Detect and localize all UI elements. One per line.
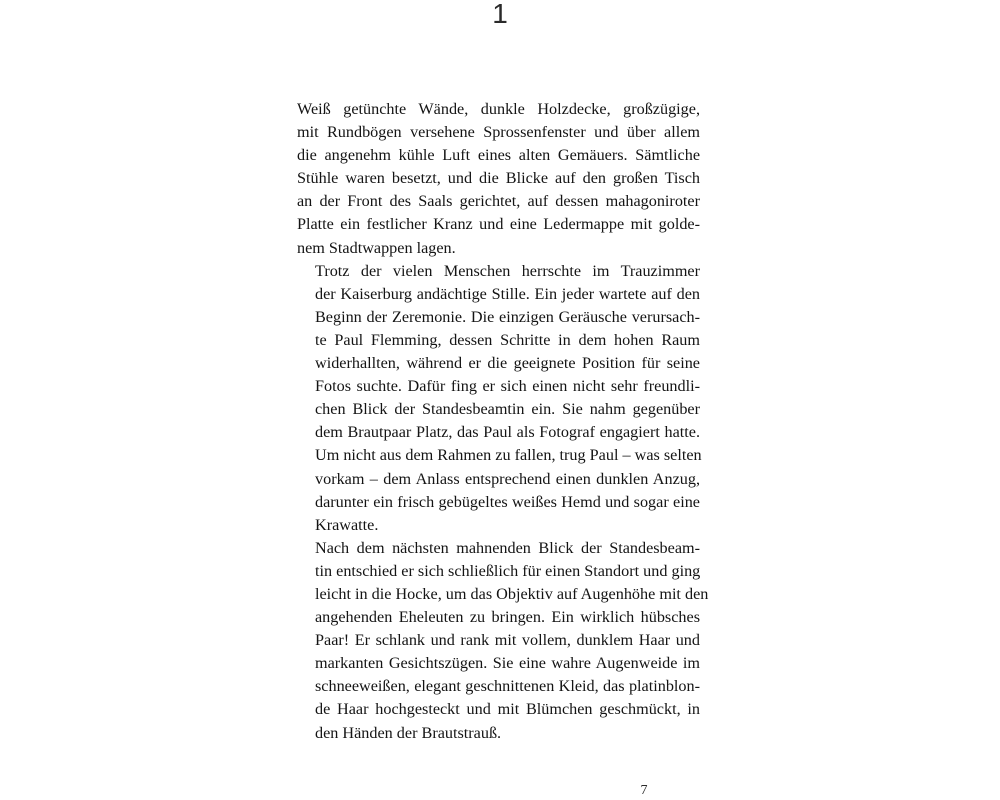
text-line: darunter ein frisch gebügeltes weißes Hemd und sogar eine xyxy=(315,492,700,511)
text-line: te Paul Flemming, dessen Schritte in dem hohen Raum xyxy=(315,330,700,349)
text-line: Krawatte. xyxy=(315,515,379,534)
text-line: Weiß getünchte Wände, dunkle Holzdecke, großzügige, xyxy=(297,100,700,118)
text-line: der Kaiserburg andächtige Stille. Ein jeder wartete auf den xyxy=(315,284,700,303)
chapter-number: 1 xyxy=(492,0,508,29)
body-text xyxy=(297,98,709,745)
text-line: Paar! Er schlank und rank mit vollem, dunklem Haar und xyxy=(315,631,700,650)
paragraph-2 xyxy=(297,260,700,537)
page-number: 7 xyxy=(640,783,648,798)
text-line: Beginn der Zeremonie. Die einzigen Geräusche verursach- xyxy=(315,307,700,326)
text-line: angehenden Eheleuten zu bringen. Ein wirklich hübsches xyxy=(315,608,700,627)
paragraph-1 xyxy=(297,98,700,260)
text-line: markanten Gesichtszügen. Sie eine wahre Augenweide im xyxy=(315,654,700,673)
text-line: Trotz der vielen Menschen herrschte im Trauzimmer xyxy=(315,261,700,280)
text-line: leicht in die Hocke, um das Objektiv auf Augenhöhe mit den xyxy=(315,584,709,603)
text-line: Fotos suchte. Dafür fing er sich einen nicht sehr freundli- xyxy=(315,377,700,396)
text-line: schneeweißen, elegant geschnittenen Kleid, das platinblon- xyxy=(315,677,700,696)
text-line: an der Front des Saals gerichtet, auf dessen mahagoniroter xyxy=(297,192,700,211)
text-line: nem Stadtwappen lagen. xyxy=(297,238,456,257)
text-line: dem Brautpaar Platz, das Paul als Fotograf engagiert hatte. xyxy=(315,423,700,442)
text-line: Stühle waren besetzt, und die Blicke auf den großen Tisch xyxy=(297,169,700,188)
text-line: mit Rundbögen versehene Sprossenfenster und über allem xyxy=(297,123,700,142)
text-line: vorkam – dem Anlass entsprechend einen dunklen Anzug, xyxy=(315,469,700,488)
text-line: de Haar hochgesteckt und mit Blümchen geschmückt, in xyxy=(315,700,700,719)
text-line: den Händen der Brautstrauß. xyxy=(315,723,502,742)
text-line: tin entschied er sich schließlich für einen Standort und ging xyxy=(315,561,701,580)
text-line: chen Blick der Standesbeamtin ein. Sie nahm gegenüber xyxy=(315,400,700,419)
text-line: Platte ein festlicher Kranz und eine Ledermappe mit golde- xyxy=(297,215,700,234)
text-line: widerhallten, während er die geeignete Position für seine xyxy=(315,354,700,373)
paragraph-3 xyxy=(297,537,709,745)
text-line: Um nicht aus dem Rahmen zu fallen, trug Paul – was selten xyxy=(315,446,702,465)
text-line: die angenehm kühle Luft eines alten Gemäuers. Sämtliche xyxy=(297,146,700,165)
text-line: Nach dem nächsten mahnenden Blick der Standesbeam- xyxy=(315,538,700,557)
